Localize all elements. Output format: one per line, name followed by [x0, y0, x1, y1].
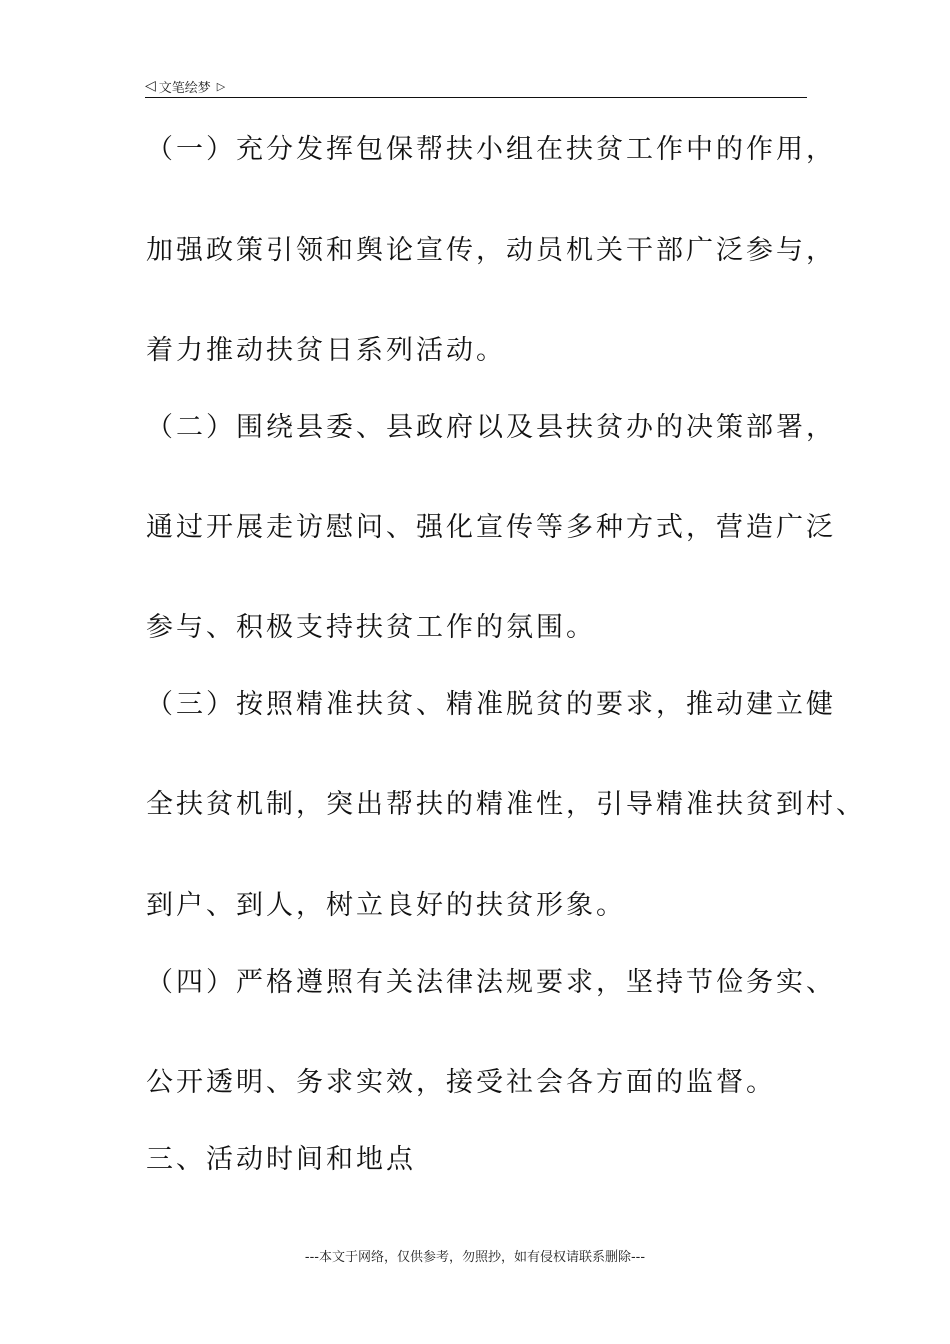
- body-line: 加强政策引领和舆论宣传，动员机关干部广泛参与，: [146, 235, 836, 266]
- body-line: 通过开展走访慰问、强化宣传等多种方式，营造广泛: [146, 512, 836, 543]
- header-brand: 文笔绘梦: [158, 80, 211, 96]
- header-divider: [145, 97, 807, 98]
- disclaimer-footer: ---本文于网络，仅供参考，勿照抄，如有侵权请联系删除---: [304, 1250, 646, 1265]
- body-line: 公开透明、务求实效，接受社会各方面的监督。: [146, 1067, 776, 1098]
- triangle-left-icon: ◁: [145, 78, 156, 94]
- section-heading: 三、活动时间和地点: [146, 1144, 416, 1175]
- body-line: （二）围绕县委、县政府以及县扶贫办的决策部署，: [146, 412, 836, 443]
- body-line: 着力推动扶贫日系列活动。: [146, 335, 506, 366]
- triangle-right-icon: ▷: [216, 79, 226, 93]
- body-line: （一）充分发挥包保帮扶小组在扶贫工作中的作用，: [146, 134, 836, 165]
- body-line: 全扶贫机制，突出帮扶的精准性，引导精准扶贫到村、: [146, 789, 866, 820]
- body-line: （三）按照精准扶贫、精准脱贫的要求，推动建立健: [146, 689, 836, 720]
- body-line: 到户、到人，树立良好的扶贫形象。: [146, 890, 626, 921]
- body-line: （四）严格遵照有关法律法规要求，坚持节俭务实、: [146, 967, 836, 998]
- page-header: [145, 74, 807, 98]
- body-line: 参与、积极支持扶贫工作的氛围。: [146, 612, 596, 643]
